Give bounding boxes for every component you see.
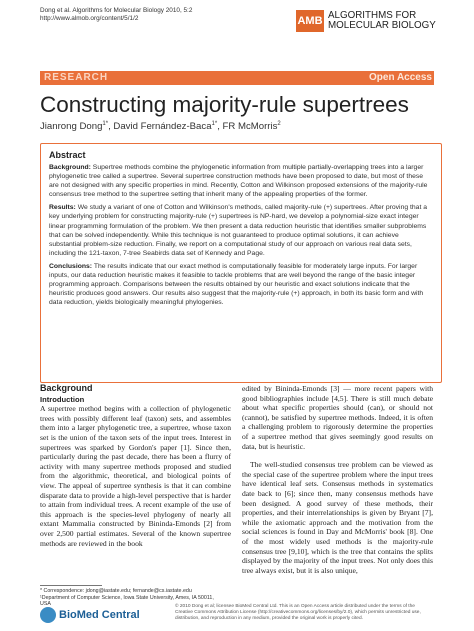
amb-logo-box: AMB — [296, 10, 324, 32]
journal-logo-line2: MOLECULAR BIOLOGY — [328, 20, 436, 31]
abstract-conclusions — [49, 262, 433, 307]
author-2[interactable]: , David Fernández-Baca — [108, 121, 212, 133]
author-list — [40, 121, 281, 132]
abstract-results-label: Results: — [49, 204, 76, 212]
body-paragraph: edited by Bininda-Emonds [3] — more recent papers with good bibliographies include [4,5]. There is still much debate about what specific properties should (can), or should not (cannot), be satisfied by supertree methods. Indeed, it is often a challenging problem to rigorously determine the properties of a supertree method that gives seemingly good results on data, but is heuristic. — [242, 384, 433, 451]
body-column-right — [242, 384, 433, 575]
footnote-divider — [40, 585, 102, 586]
body-paragraph: A supertree method begins with a collection of phylogenetic trees with possibly different leaf (taxon) sets, and assembles them into a larger phylogenetic tree, a supertree, whose taxon set is the union of the taxon sets of the input trees. Interest in supertrees was sparked by Gordon's paper [1]. Since then, particularly during the past decade, there has been a flurry of activity with many supertree methods proposed and studied from the algorithmic, theoretical, and biological points of view. The appeal of supertree synthesis is that it can combine disparate data to provide a high-level perspective that is harder to attain from individual trees. A recent example of the use of this approach is the species-level phylogeny of nearly all extant Mammalia constructed by Bininda-Emonds [2] from over 2,500 partial estimates. Several of the known supertree methods are reviewed in the book — [40, 404, 231, 548]
journal-logo — [296, 10, 436, 32]
affiliation-note-country: USA — [40, 601, 51, 608]
publisher-name: BioMed Central — [59, 609, 140, 621]
abstract-background-label: Background: — [49, 164, 91, 171]
subsection-heading-introduction: Introduction — [40, 394, 85, 404]
abstract-conclusions-text: The results indicate that our exact method is computationally feasible for moderately large inputs. For larger inputs, our data reduction heuristic makes it feasible to tackle problems that are well beyond the range of the basic integer programming approach. Comparisons between the results obtained by our heuristic and exact solutions indicate that the heuristic produces good answers. Our results also suggest that the majority-rule (+) approach, in both its basic form and with data reduction, yields biologically meaningful phylogenies. — [49, 262, 424, 307]
publisher-logo — [40, 607, 140, 623]
journal-logo-line1: ALGORITHMS FOR — [328, 9, 417, 21]
abstract-heading: Abstract — [49, 150, 86, 160]
affiliation-note: ¹Department of Computer Science, Iowa State University, Ames, IA 50011, — [40, 594, 214, 601]
journal-citation: Dong et al. Algorithms for Molecular Biology 2010, 5:2 — [40, 7, 193, 14]
author-3-affiliation: 2 — [277, 121, 281, 127]
abstract-background-text: Supertree methods combine the phylogenetic information from multiple partially-overlapping trees into a larger phylogenetic tree called a supertree. Several supertree construction methods have been proposed to date, but most of these are not designed with any specific properties in mind. Recently, Cotton and Wilkinson proposed extensions of the majority-rule consensus tree method to the supertree setting that inherit many of the appealing properties of the former. — [49, 164, 428, 199]
section-heading-background: Background — [40, 383, 93, 393]
abstract-background — [49, 163, 433, 199]
body-column-left — [40, 384, 231, 548]
biomed-central-icon — [40, 607, 56, 623]
body-paragraph: The well-studied consensus tree problem can be viewed as the special case of the supertree problem where the input trees have identical leaf sets. Consensus methods in systematics date back to [6]; since then, many consensus methods have been designed. A good survey of these methods, their properties, and their interrelationships is given by Bryant [7], while the axiomatic approach and the motivation from the social sciences is found in Day and McMorris' book [8]. One of the most widely used methods is the majority-rule consensus tree [9,10], which is the tree that contains the splits displayed by the majority of the input trees. Not only does this tree always exist, but it is also unique, — [242, 460, 433, 575]
correspondence-note: * Correspondence: jdong@iastate.edu; fernande@cs.iastate.edu — [40, 588, 192, 594]
journal-url[interactable]: http://www.almob.org/content/5/1/2 — [40, 15, 139, 22]
abstract-results-text: We study a variant of one of Cotton and Wilkinson's methods, called majority-rule (+) supertrees. After proving that a key underlying problem for constructing majority-rule (+) supertrees is NP-hard, we develop a polynomial-size exact integer linear programming formulation of the problem. We then present a data reduction heuristic that identifies smaller subproblems that can be solved independently. While this technique is not guaranteed to produce optimal solutions, it can achieve substantial problem-size reduction. Finally, we report on a computational study of our approach on various real data sets, including the 121-taxon, 7-tree Seabirds data set of Kennedy and Page. — [49, 204, 428, 257]
article-type-label: RESEARCH — [44, 72, 109, 83]
abstract-conclusions-label: Conclusions: — [49, 262, 93, 270]
abstract-results — [49, 203, 433, 258]
author-1[interactable]: Jianrong Dong — [40, 121, 103, 133]
author-2-affiliation: 1* — [211, 121, 218, 127]
journal-logo-text — [328, 11, 436, 32]
license-text: © 2010 Dong et al; licensee BioMed Central Ltd. This is an Open Access article distributed under the terms of the Creative Commons Attribution License (http://creativecommons.org/licenses/by/2.0), which permits unrestricted use, distribution, and reproduction in any medium, provided the original work is properly cited. — [175, 604, 421, 621]
author-3[interactable]: , FR McMorris — [217, 121, 278, 133]
open-access-label: Open Access — [369, 72, 432, 83]
abstract-box — [40, 143, 442, 383]
article-title: Constructing majority-rule supertrees — [40, 92, 409, 117]
journal-reference — [40, 7, 192, 23]
author-1-affiliation: 1* — [102, 121, 109, 127]
